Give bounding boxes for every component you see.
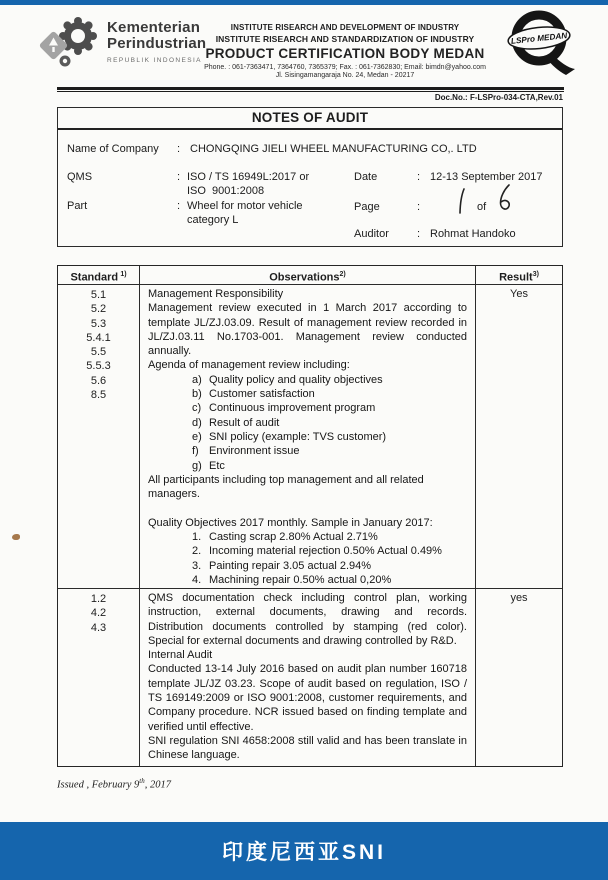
agenda-item: b) Customer satisfaction	[192, 388, 315, 401]
footnote-mark-3: 3)	[532, 271, 539, 278]
colon: :	[177, 143, 181, 155]
letterhead-center	[168, 23, 522, 79]
kementerian-perindustrian-logo-icon	[38, 14, 104, 72]
obs-paragraph: SNI regulation SNI 4658:2008 still valid and has been translate in Chinese language.	[148, 734, 467, 762]
qms-value-line2: ISO 9001:2008	[187, 185, 265, 197]
objective-item: 4. Machining repair 0.50% actual 0,20%	[192, 573, 392, 586]
lspro-medan-logo-icon	[502, 8, 578, 78]
objective-item: 3. Painting repair 3.05 actual 2.94%	[192, 559, 372, 572]
part-label: Part	[67, 200, 88, 212]
page-of-word: of	[477, 201, 487, 213]
auditor-label: Auditor	[354, 228, 389, 240]
part-value-line1: Wheel for motor vehicle	[187, 200, 303, 212]
colon: :	[177, 200, 181, 212]
table-header-row	[58, 266, 562, 285]
audit-observations-table	[57, 265, 563, 767]
agenda-item: a) Quality policy and quality objectives	[192, 373, 383, 386]
part-value-line2: category L	[187, 214, 239, 226]
observations-cell	[140, 285, 476, 589]
spacer	[148, 501, 467, 515]
page-label: Page	[354, 201, 380, 213]
certification-body-name: PRODUCT CERTIFICATION BODY MEDAN	[205, 46, 485, 61]
ministry-name-line1: Kementerian	[107, 19, 201, 36]
bottom-blue-banner	[0, 822, 608, 880]
obs-objectives-intro: Quality Objectives 2017 monthly. Sample in January 2017:	[148, 516, 433, 529]
obs-paragraph: Conducted 13-14 July 2016 based on audit plan number 160718 template JL/JZ 03.23. Scope of audit based on regulation, ISO / TS 169149:2009 or ISO 9001:2008, customer requirements, and Company procedure. NCR issued based on finding template and verified until effective.	[148, 663, 467, 733]
table-row	[58, 589, 562, 766]
column-header-observations: Observations$^{2)}$	[140, 266, 476, 284]
objective-item: 1. Casting scrap 2.80% Actual 2.71%	[192, 531, 378, 544]
colon: :	[417, 228, 421, 240]
auditor-value: Rohmat Handoko	[430, 228, 516, 240]
standard-clauses-cell: 5.1 5.2 5.3 5.4.1 5.5 5.5.3 5.6 8.5	[58, 285, 140, 589]
company-value: CHONGQING JIELI WHEEL MANUFACTURING CO,. LTD	[190, 143, 477, 155]
company-label: Name of Company	[67, 143, 159, 155]
qms-label: QMS	[67, 171, 93, 183]
qms-value-line1: ISO / TS 16949L:2017 or	[187, 171, 310, 183]
ministry-name-line3: REPUBLIK INDONESIA	[107, 57, 202, 64]
column-header-standard: Standard $^{1)}$	[58, 266, 140, 284]
ink-smudge-mark	[12, 534, 20, 540]
address-line: Jl. Sisingamangaraja No. 24, Medan - 20217	[275, 72, 415, 79]
agenda-item: d) Result of audit	[192, 416, 280, 429]
footnote-mark-2: 2)	[339, 271, 346, 278]
obs-paragraph: Management review executed in 1 March 2017 according to template JL/ZJ.03.09. Result of management review recorded in JL/ZJ.03.11 No.1703-001. Management review conducted annually.	[148, 302, 467, 358]
obs-paragraph: QMS documentation check including control plan, working instruction, external documents, drawing and records. Distribution documents controlled by stamping (red color). Special for external documents and drawing controlled by R&D.	[148, 592, 467, 647]
footnote-mark-1: 1)	[120, 271, 127, 278]
handwritten-page-current	[454, 188, 468, 214]
colon: :	[417, 171, 421, 183]
ordinal-suffix: th	[139, 777, 145, 785]
date-label: Date	[354, 171, 378, 183]
lspro-medan-logo-text: LSPro MEDAN	[510, 31, 568, 46]
obs-participants: All participants including top management and all related managers.	[148, 473, 424, 501]
result-cell: Yes	[510, 288, 528, 300]
result-cell: yes	[510, 592, 528, 604]
date-value: 12-13 September 2017	[430, 171, 543, 183]
agenda-item: g) Etc	[192, 459, 225, 472]
obs-subtitle: Internal Audit	[148, 649, 213, 662]
top-blue-strip	[0, 0, 608, 5]
agenda-item: e) SNI policy (example: TVS customer)	[192, 430, 387, 443]
objective-item: 2. Incoming material rejection 0.50% Actual 0.49%	[192, 545, 442, 558]
obs-agenda-intro: Agenda of management review including:	[148, 359, 350, 372]
obs-title: Management Responsibility	[148, 288, 284, 300]
observations-cell	[140, 589, 476, 766]
column-header-result: Result$^{3)}$	[499, 271, 539, 284]
notes-of-audit-box	[57, 107, 563, 247]
institute-line2: INSTITUTE RISEARCH AND STANDARDIZATION OF INDUSTRY	[215, 34, 475, 44]
doc-number: Doc.No.: F-LSPro-034-CTA,Rev.01	[434, 93, 563, 102]
colon: :	[177, 171, 181, 183]
standard-clauses-cell: 1.2 4.2 4.3	[58, 589, 140, 766]
handwritten-page-total	[495, 184, 513, 214]
document-title: NOTES OF AUDIT	[58, 108, 562, 130]
agenda-item: c) Continuous improvement program	[192, 402, 376, 415]
table-row	[58, 285, 562, 589]
issued-date-line: Issued , February 9th, 2017	[57, 777, 171, 791]
institute-line1: INSTITUTE RISEARCH AND DEVELOPMENT OF INDUSTRY	[230, 23, 460, 32]
banner-caption: 印度尼西亚SNI	[221, 841, 386, 864]
header-divider-rule	[57, 87, 564, 92]
ministry-name-line2: Perindustrian	[107, 35, 207, 52]
phone-fax-email-line: Phone. : 061-7363471, 7364760, 7365379; Fax. : 061-7362830; Email: bimdn@yahoo.com	[204, 64, 486, 71]
colon: :	[417, 201, 421, 213]
agenda-item: f) Environment issue	[192, 445, 300, 458]
